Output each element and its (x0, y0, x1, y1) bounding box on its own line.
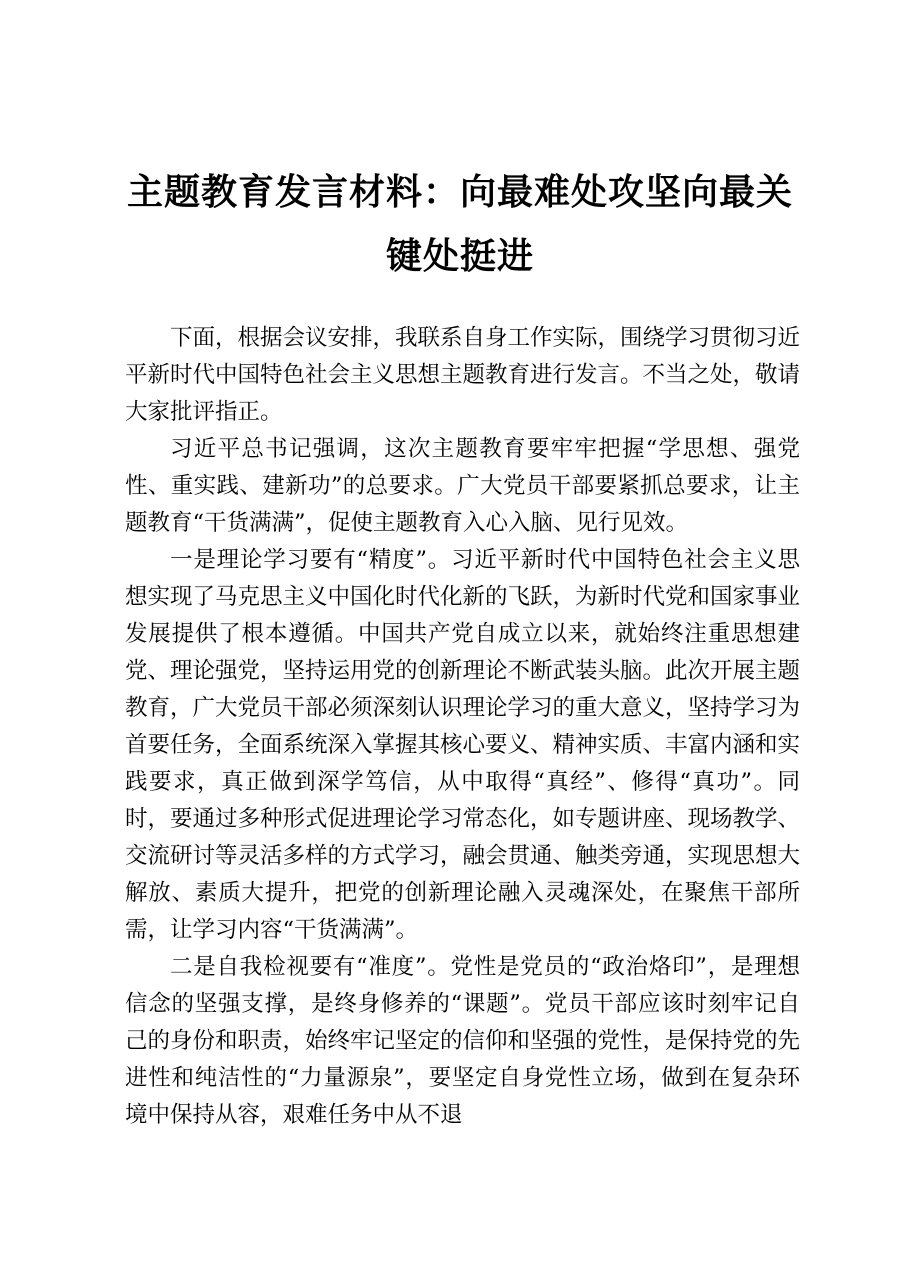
paragraph-intro: 下面，根据会议安排，我联系自身工作实际，围绕学习贯彻习近平新时代中国特色社会主义思想主题教育进行发言。不当之处，敬请大家批评指正。 (125, 325, 801, 425)
paragraph-theory-study: 一是理论学习要有“精度”。习近平新时代中国特色社会主义思想实现了马克思主义中国化时代化新的飞跃，为新时代党和国家事业发展提供了根本遵循。中国共产党自成立以来，就始终注重思想建党、理论强党，坚持运用党的创新理论不断武装头脑。此次开展主题教育，广大党员干部必须深刻认识理论学习的重大意义，坚持学习为首要任务，全面系统深入掌握其核心要义、精神实质、丰富内涵和实践要求，真正做到深学笃信，从中取得“真经”、修得“真功”。同时，要通过多种形式促进理论学习常态化，如专题讲座、现场教学、交流研讨等灵活多样的方式学习，融会贯通、触类旁通，实现思想大解放、素质大提升，把党的创新理论融入灵魂深处，在聚焦干部所需，让学习内容“干货满满”。 (125, 547, 801, 943)
paragraph-requirements: 习近平总书记强调，这次主题教育要牢牢把握“学思想、强党性、重实践、建新功”的总要求。广大党员干部要紧抓总要求，让主题教育“干货满满”，促使主题教育入心入脑、见行见效。 (125, 436, 800, 536)
document-title: 主题教育发言材料：向最难处攻坚向最关键处挺进 (126, 171, 793, 277)
paragraph-self-review: 二是自我检视要有“准度”。党性是党员的“政治烙印”，是理想信念的坚强支撑，是终身修养的“课题”。党员干部应该时刻牢记自己的身份和职责，始终牢记坚定的信仰和坚强的党性，是保持党的先进性和纯洁性的“力量源泉”，要坚定自身党性立场，做到在复杂环境中保持从容，艰难任务中从不退 (125, 954, 801, 1128)
document-body (125, 320, 800, 1134)
